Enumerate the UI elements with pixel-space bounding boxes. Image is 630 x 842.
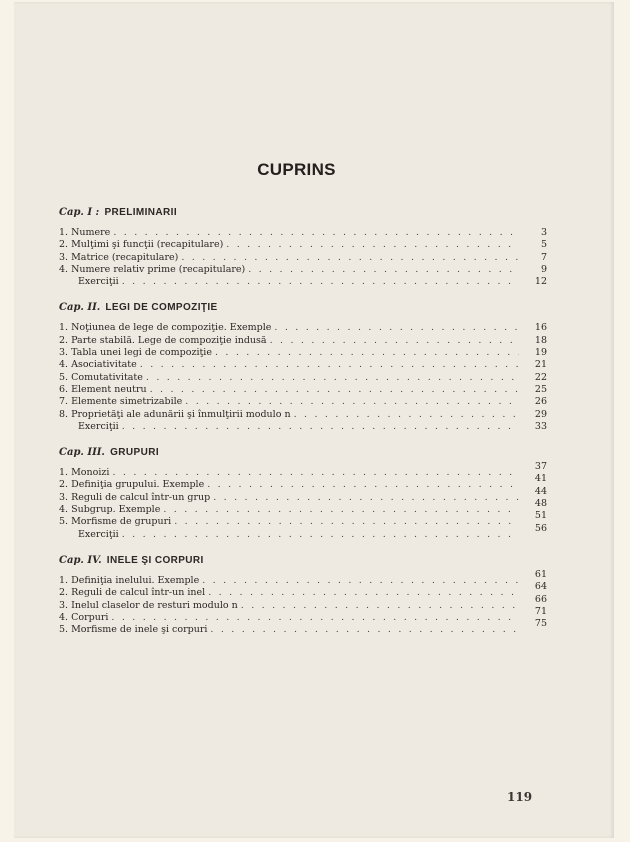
dot-leader <box>113 227 519 239</box>
toc-entry <box>59 372 547 384</box>
toc-entry-page: 33 <box>534 420 547 432</box>
dot-leader <box>112 467 519 479</box>
toc-entry <box>59 239 547 251</box>
toc-entry-page: 66 <box>534 593 547 605</box>
toc-entry <box>59 359 547 371</box>
dot-leader <box>174 516 519 528</box>
toc-entry-text: 4. Asociativitate <box>59 359 137 371</box>
toc-entry-text: 1. Monoizi <box>59 467 110 479</box>
toc-entry <box>59 461 547 479</box>
toc-entry-exercises <box>59 276 547 288</box>
chapter-heading <box>59 302 547 313</box>
toc-entry-text: 5. Morfisme de grupuri <box>59 516 172 528</box>
dot-leader <box>185 396 519 408</box>
toc-entry-page: 75 <box>534 618 547 630</box>
toc-entry-page: 9 <box>540 263 547 275</box>
dot-leader <box>122 276 519 288</box>
dot-leader <box>208 587 519 599</box>
dot-leader <box>274 322 519 334</box>
chapter-heading <box>59 447 547 458</box>
toc-entry-text: 8. Proprietăţi ale adunării şi înmulţirii modulo n <box>59 408 291 420</box>
toc-entry-page: 21 <box>534 359 547 371</box>
dot-leader <box>248 264 519 276</box>
toc-entry-page: 51 <box>534 510 547 522</box>
chapter-number: Cap. I : <box>59 207 100 218</box>
dot-leader <box>181 252 519 264</box>
toc-entry-page: 48 <box>534 498 547 510</box>
chapter-number: Cap. IV. <box>59 554 102 566</box>
toc-entry-text: 2. Mulţimi şi funcţii (recapitulare) <box>59 239 224 251</box>
toc-entry-text: 6. Element neutru <box>59 383 147 395</box>
chapter-2 <box>59 302 547 433</box>
chapter-heading <box>59 555 547 566</box>
chapter-title: INELE ŞI CORPURI <box>106 554 204 566</box>
toc-entry-text: 5. Morfisme de inele şi corpuri <box>59 624 208 636</box>
toc-entry-text: 4. Corpuri <box>59 611 109 623</box>
toc-entry <box>59 396 547 408</box>
toc-entry-text: Exerciţii <box>78 276 119 288</box>
toc-entry-exercises <box>59 421 547 433</box>
toc-entry-text: Exerciţii <box>78 528 119 540</box>
page-title: CUPRINS <box>257 160 336 179</box>
toc-entry <box>59 498 547 516</box>
dot-leader <box>140 359 519 371</box>
toc-entry-page: 56 <box>534 522 547 534</box>
toc-entry-page: 16 <box>534 322 547 334</box>
dot-leader <box>294 409 519 421</box>
page-number: 119 <box>507 790 533 804</box>
table-of-contents <box>59 207 547 650</box>
toc-entry-page: 5 <box>540 239 547 251</box>
toc-entry-text: 3. Matrice (recapitulare) <box>59 251 179 263</box>
dot-leader <box>210 624 519 636</box>
toc-entry-text: Exerciţii <box>78 420 119 432</box>
chapter-1 <box>59 207 547 288</box>
toc-entry-page: 18 <box>534 334 547 346</box>
toc-entry-text: 3. Reguli de calcul într-un grup <box>59 491 211 503</box>
toc-entry <box>59 252 547 264</box>
toc-entry <box>59 322 547 334</box>
dot-leader <box>150 384 519 396</box>
book-page <box>14 2 614 838</box>
chapter-4 <box>59 555 547 636</box>
toc-entry-text: 2. Parte stabilă. Lege de compoziţie indusă <box>59 334 267 346</box>
toc-entry-text: 4. Numere relativ prime (recapitulare) <box>59 263 246 275</box>
toc-entry <box>59 347 547 359</box>
dot-leader <box>163 504 519 516</box>
toc-entry-text: 7. Elemente simetrizabile <box>59 396 183 408</box>
toc-entry-page: 41 <box>534 473 547 485</box>
toc-entry-text: 1. Noţiunea de lege de compoziţie. Exemple <box>59 322 272 334</box>
dot-leader <box>202 575 519 587</box>
toc-entry <box>59 264 547 276</box>
toc-entry <box>59 581 547 599</box>
dot-leader <box>146 372 519 384</box>
chapter-3 <box>59 447 547 541</box>
toc-entry-page: 3 <box>540 227 547 238</box>
toc-entry <box>59 384 547 396</box>
toc-entry-page: 12 <box>534 276 547 288</box>
dot-leader <box>207 479 519 491</box>
toc-entry-text: 4. Subgrup. Exemple <box>59 504 161 516</box>
chapter-title: LEGI DE COMPOZIŢIE <box>105 302 218 314</box>
toc-entry <box>59 227 547 239</box>
toc-entry-text: 1. Definiţia inelului. Exemple <box>59 574 200 586</box>
toc-entry-page: 29 <box>534 408 547 420</box>
toc-entry-page: 26 <box>534 396 547 408</box>
toc-entry-page: 44 <box>534 485 547 497</box>
toc-entry-page: 37 <box>534 461 547 473</box>
toc-entry-page: 22 <box>534 371 547 383</box>
toc-entry-page: 19 <box>534 347 547 359</box>
dot-leader <box>122 529 519 541</box>
dot-leader <box>111 612 519 624</box>
dot-leader <box>215 347 519 359</box>
toc-entry <box>59 409 547 421</box>
chapter-number: Cap. II. <box>59 302 101 314</box>
toc-entry <box>59 618 547 636</box>
toc-entry-text: 1. Numere <box>59 227 111 238</box>
chapter-title: GRUPURI <box>110 447 160 459</box>
toc-entry-text: 2. Reguli de calcul într-un inel <box>59 587 206 599</box>
dot-leader <box>213 492 519 504</box>
toc-entry-text: 3. Tabla unei legi de compoziţie <box>59 347 212 359</box>
chapter-title: PRELIMINARII <box>104 207 178 218</box>
toc-entry-page: 71 <box>534 605 547 617</box>
chapter-heading <box>59 207 547 218</box>
dot-leader <box>122 421 519 433</box>
toc-entry-page: 7 <box>540 251 547 263</box>
toc-entry <box>59 335 547 347</box>
toc-entry-page: 64 <box>534 581 547 593</box>
toc-entry <box>59 568 547 587</box>
dot-leader <box>270 335 519 347</box>
toc-entry-text: 5. Comutativitate <box>59 371 143 383</box>
toc-entry-page: 61 <box>534 568 547 580</box>
toc-entry-text: 3. Inelul claselor de resturi modulo n <box>59 599 238 611</box>
toc-entry-text: 2. Definiţia grupului. Exemple <box>59 479 205 491</box>
chapter-number: Cap. III. <box>59 447 105 459</box>
toc-entry-page: 25 <box>534 383 547 395</box>
dot-leader <box>226 239 519 251</box>
dot-leader <box>241 600 519 612</box>
